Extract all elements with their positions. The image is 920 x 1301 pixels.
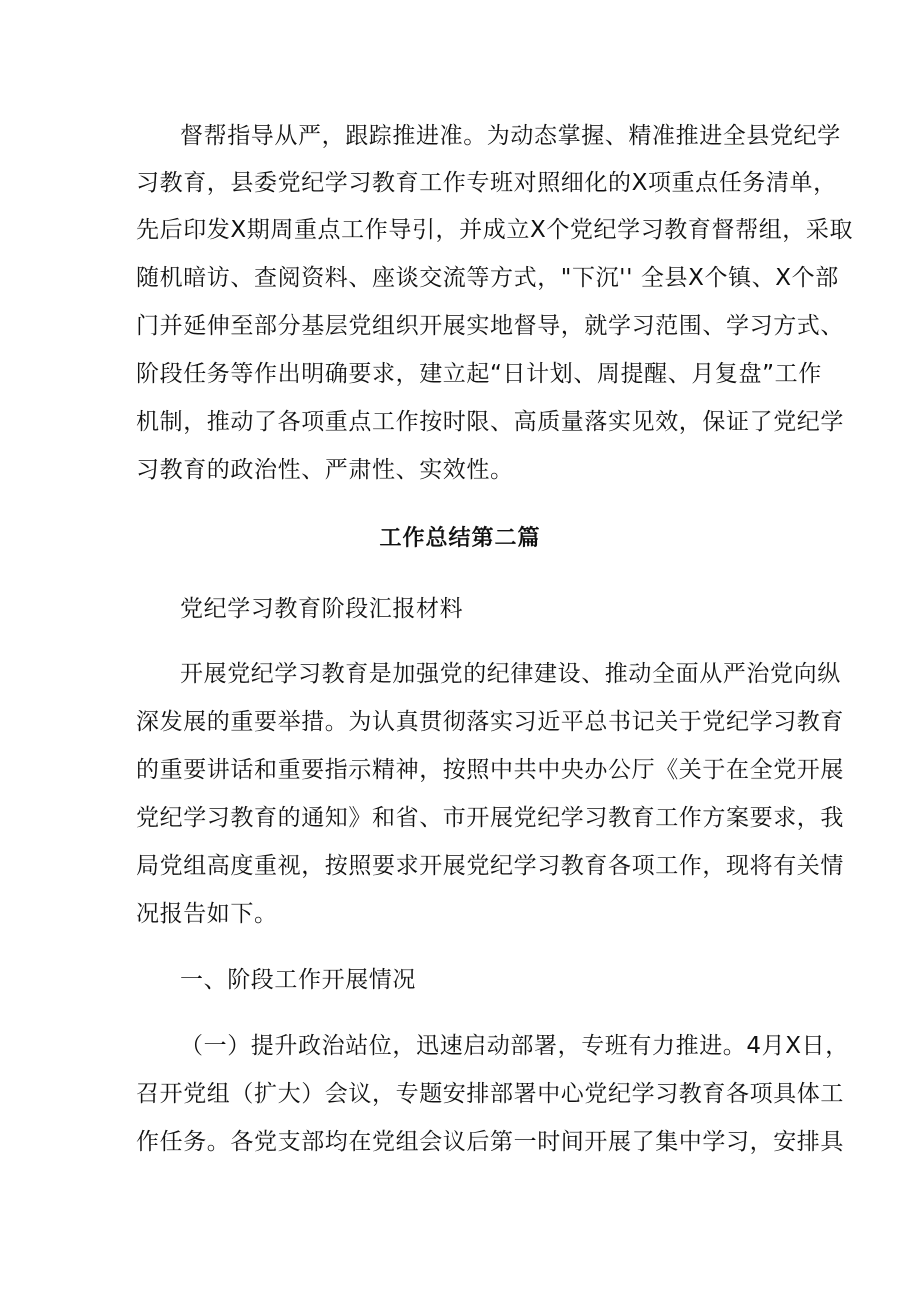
paragraph-line: 的重要讲话和重要指示精神，按照中共中央办公厅《关于在全党开展 — [136, 757, 844, 783]
paragraph-line: 作任务。各党支部均在党组会议后第一时间开展了集中学习，安排具 — [136, 1129, 844, 1155]
paragraph-line: （一）提升政治站位，迅速启动部署，专班有力推进。4月X日， — [180, 1033, 849, 1059]
paragraph-line: 机制，推动了各项重点工作按时限、高质量落实见效，保证了党纪学 — [136, 409, 844, 435]
paragraph-line: 深发展的重要举措。为认真贯彻落实习近平总书记关于党纪学习教育 — [136, 709, 844, 735]
paragraph-line: 阶段任务等作出明确要求，建立起“日计划、周提醒、月复盘”工作 — [136, 361, 822, 387]
paragraph-line: 门并延伸至部分基层党组织开展实地督导，就学习范围、学习方式、 — [136, 313, 844, 339]
paragraph-line: 开展党纪学习教育是加强党的纪律建设、推动全面从严治党向纵 — [180, 661, 841, 687]
paragraph-line: 随机暗访、查阅资料、座谈交流等方式，"下沉'' 全县X个镇、X个部 — [136, 265, 839, 291]
paragraph-line: 党纪学习教育的通知》和省、市开展党纪学习教育工作方案要求，我 — [136, 805, 844, 831]
heading-stage-work: 一、阶段工作开展情况 — [180, 967, 416, 993]
paragraph-line: 先后印发X期周重点工作导引，并成立X个党纪学习教育督帮组，采取 — [136, 217, 854, 243]
paragraph-line: 况报告如下。 — [136, 901, 278, 927]
paragraph-line: 督帮指导从严，跟踪推进准。为动态掌握、精准推进全县党纪学 — [180, 123, 841, 149]
document-subtitle: 党纪学习教育阶段汇报材料 — [180, 596, 464, 622]
paragraph-line: 习教育的政治性、严肃性、实效性。 — [136, 457, 514, 483]
paragraph-line: 局党组高度重视，按照要求开展党纪学习教育各项工作，现将有关情 — [136, 853, 844, 879]
paragraph-line: 召开党组（扩大）会议，专题安排部署中心党纪学习教育各项具体工 — [136, 1081, 844, 1107]
section-title: 工作总结第二篇 — [379, 526, 541, 551]
paragraph-line: 习教育，县委党纪学习教育工作专班对照细化的X项重点任务清单， — [136, 170, 837, 196]
